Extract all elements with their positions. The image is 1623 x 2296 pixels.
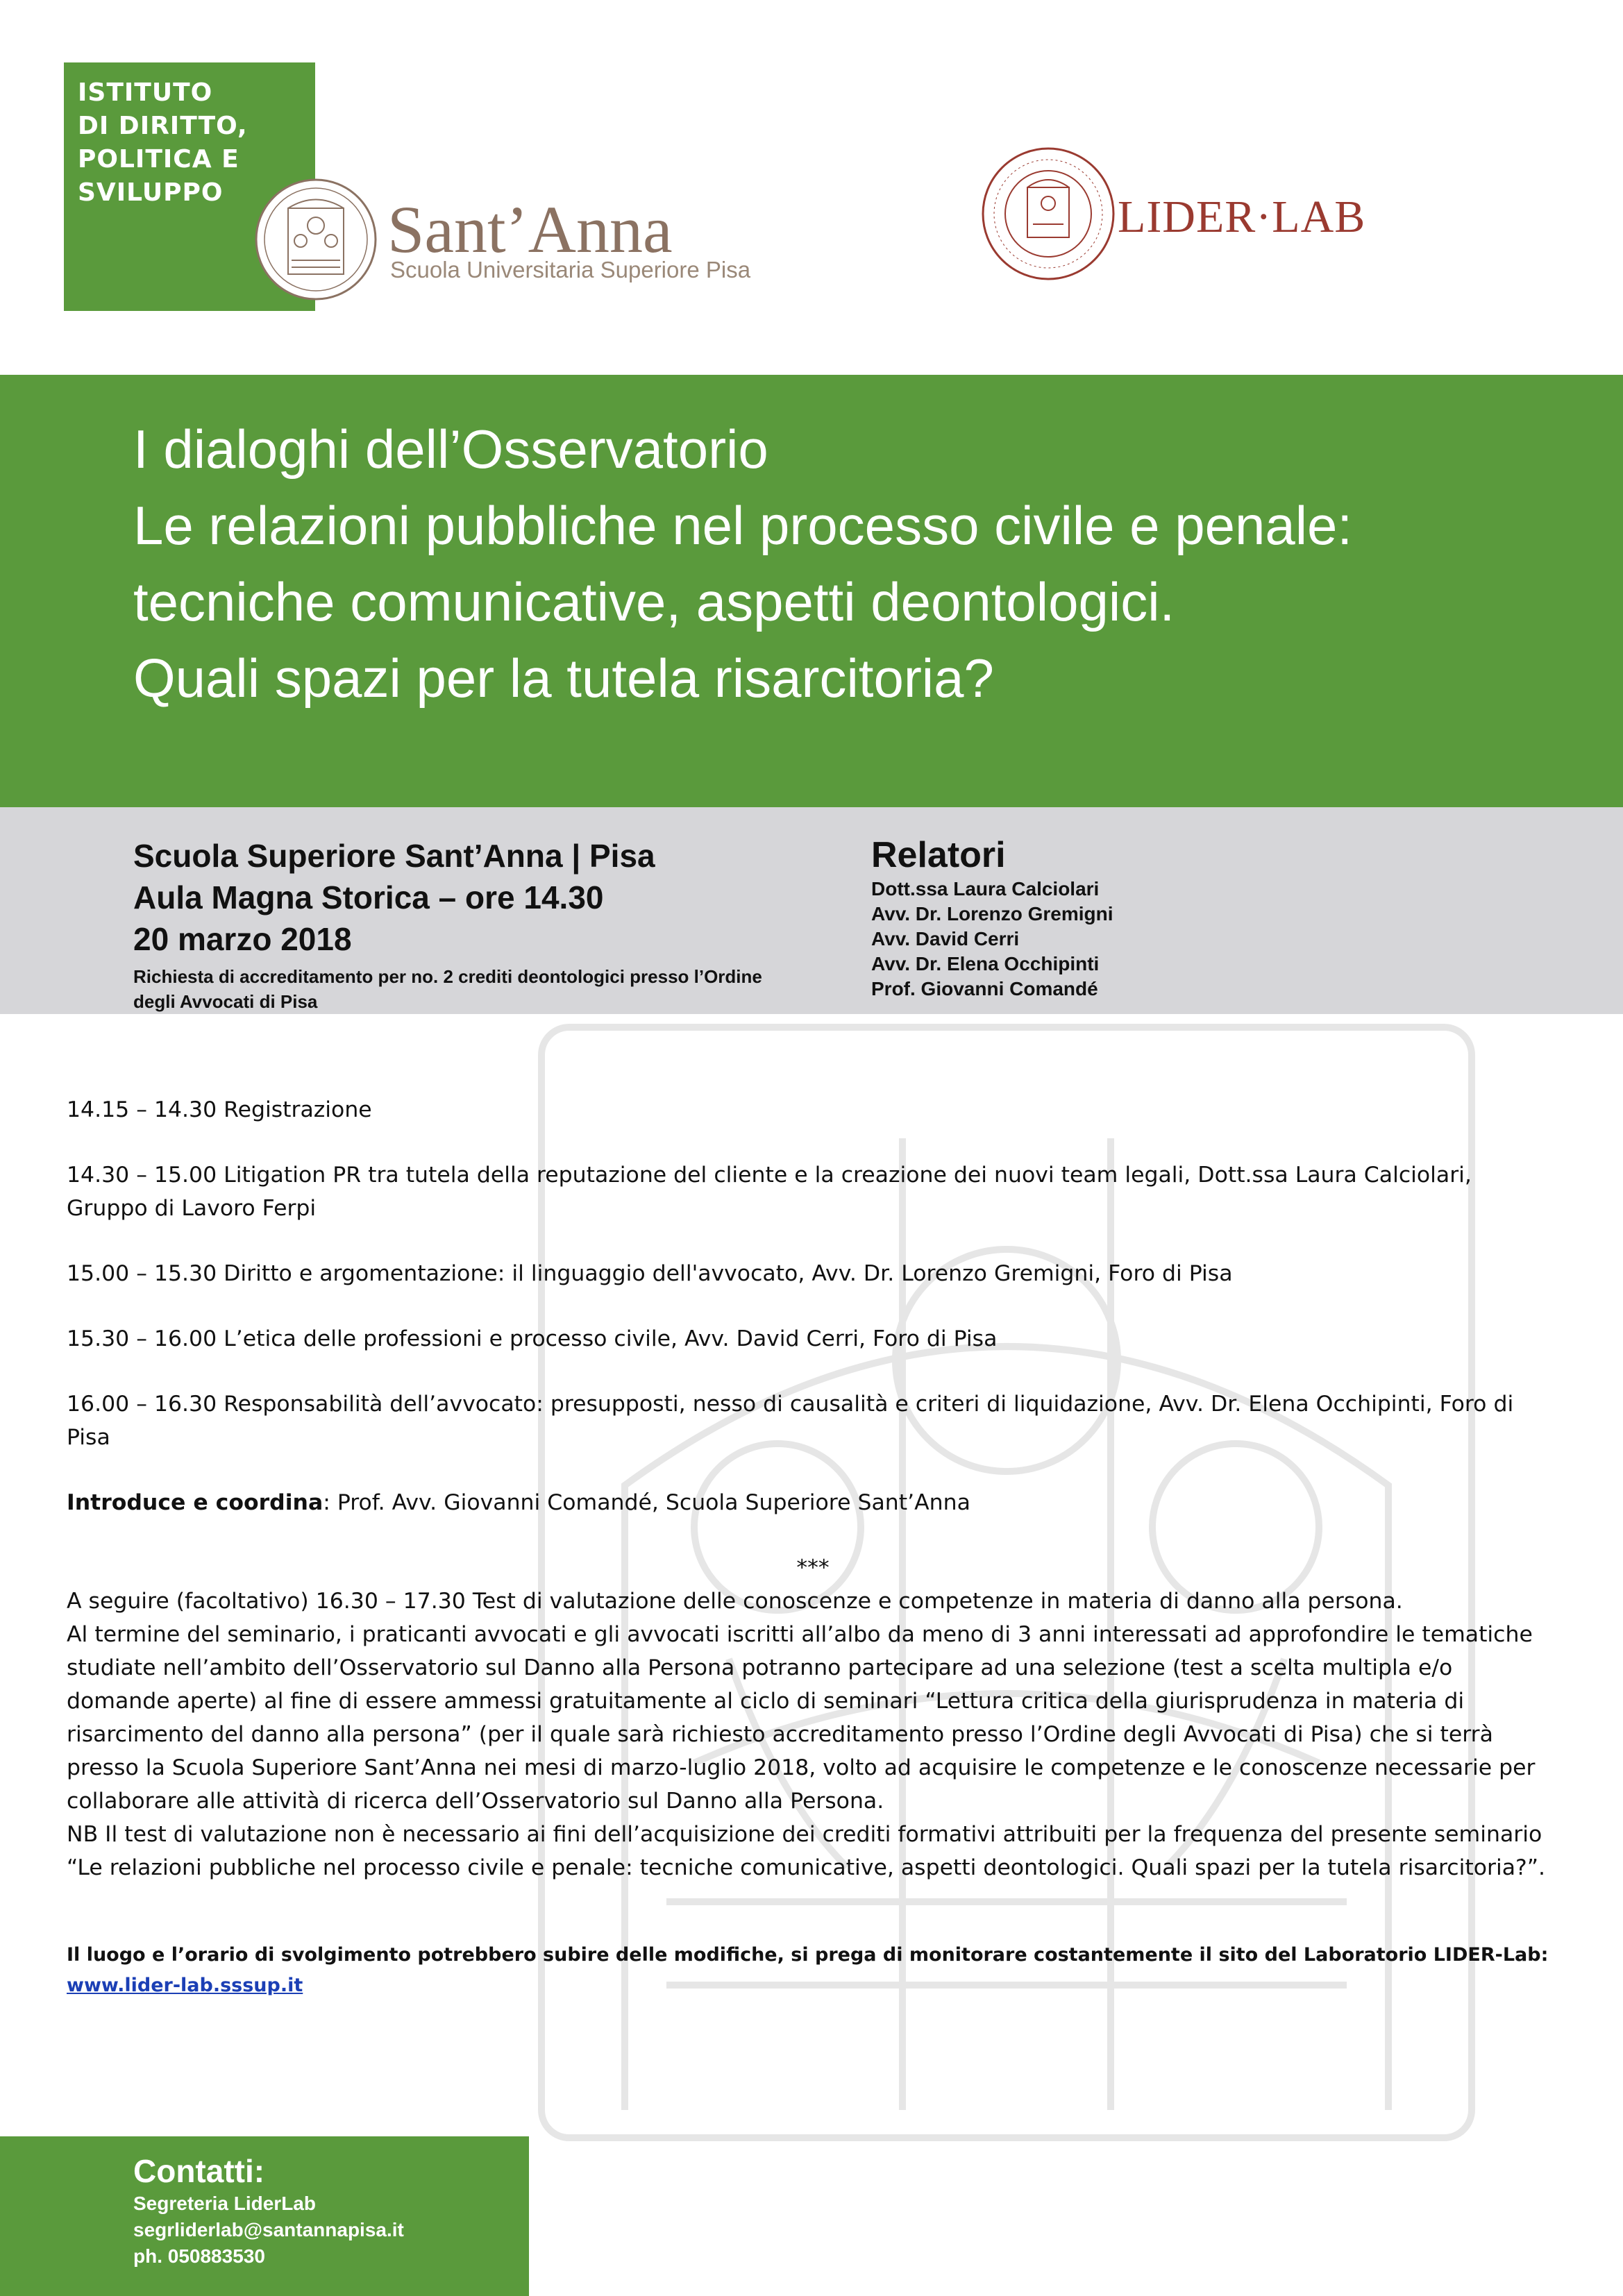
selection-text: Al termine del seminario, i praticanti avvocati e gli avvocati iscritti all’albo da meno di 3 anni interessati ad approfondire le tematiche studiate nell’ambito dell’Osservatorio sul Danno alla Persona potranno partecipare ad una selezione (test a scelta multipla e/o domande aperte) al fine di essere ammessi gratuitamente al ciclo di seminari “Lettura critica della giurisprudenza in materia di risarcimento del danno alla persona” (per il quale sarà richiesto accreditamento presso l’Ordine degli Avvocati di Pisa) che si terrà presso la Scuola Superiore Sant’Anna nei mesi di marzo-luglio 2018, volto ad acquisire le competenze e le conoscenze necessarie per collaborare alle attività di ricerca dell’Osservatorio sul Danno alla Persona. xyxy=(67,1622,1536,1814)
speaker-name: Avv. Dr. Lorenzo Gremigni xyxy=(871,903,1113,925)
title-line: tecniche comunicative, aspetti deontologici. xyxy=(133,571,1175,632)
title-line: Quali spazi per la tutela risarcitoria? xyxy=(133,648,994,709)
program-item: 15.00 – 15.30 Diritto e argomentazione: il linguaggio dell'avvocato, Avv. Dr. Lorenzo Gremigni, Foro di Pisa xyxy=(67,1261,1233,1286)
program-section xyxy=(67,1093,1559,1884)
program-item: 14.30 – 15.00 Litigation PR tra tutela della reputazione del cliente e la creazione dei nuovi team legali, Dott.ssa Laura Calciolari, Gruppo di Lavoro Ferpi xyxy=(67,1163,1472,1221)
additional-info xyxy=(67,1585,1559,1884)
speaker-name: Dott.ssa Laura Calciolari xyxy=(871,878,1100,900)
institute-logo-text xyxy=(78,76,248,210)
title-band xyxy=(0,375,1623,807)
program-item: 16.00 – 16.30 Responsabilità dell’avvocato: presupposti, nesso di causalità e criteri di liquidazione, Avv. Dr. Elena Occhipinti, Foro di Pisa xyxy=(67,1392,1514,1450)
event-details xyxy=(133,835,772,1014)
liderlab-seal-logo xyxy=(979,144,1118,283)
contact-phone: ph. 050883530 xyxy=(133,2245,265,2267)
intro-label: Introduce e coordina xyxy=(67,1490,323,1515)
santanna-seal-logo xyxy=(253,177,378,302)
nb-text: NB Il test di valutazione non è necessario ai fini dell’acquisizione dei crediti formativi attribuiti per la frequenza del presente seminario “Le relazioni pubbliche nel processo civile e penale: tecniche comunicative, aspetti deontologici. Quali spazi per la tutela risarcitoria?”. xyxy=(67,1822,1546,1880)
santanna-logo-subtitle: Scuola Universitaria Superiore Pisa xyxy=(390,257,751,282)
speakers-heading: Relatori xyxy=(871,835,1006,875)
event-date: 20 marzo 2018 xyxy=(133,921,352,957)
notice xyxy=(67,1940,1559,2001)
contacts-box xyxy=(0,2136,529,2296)
contacts-content xyxy=(133,2152,404,2270)
institute-line: POLITICA E xyxy=(78,145,239,174)
speaker-name: Avv. David Cerri xyxy=(871,928,1020,949)
contact-office: Segreteria LiderLab xyxy=(133,2193,316,2214)
institute-line: SVILUPPO xyxy=(78,178,224,207)
speakers-block xyxy=(871,834,1113,1002)
info-band xyxy=(0,807,1623,1014)
institute-line: ISTITUTO xyxy=(78,78,213,107)
notice-text: Il luogo e l’orario di svolgimento potrebbero subire delle modifiche, si prega di monitorare costantemente il sito del Laboratorio LIDER-Lab: xyxy=(67,1944,1549,1966)
contacts-heading: Contatti: xyxy=(133,2153,265,2189)
program-item: 15.30 – 16.00 L’etica delle professioni e processo civile, Avv. David Cerri, Foro di Pisa xyxy=(67,1326,998,1351)
program-intro xyxy=(67,1486,1559,1519)
institute-line: DI DIRITTO, xyxy=(78,112,248,140)
website-link[interactable]: www.lider-lab.sssup.it xyxy=(67,1975,303,1996)
separator: *** xyxy=(796,1555,830,1580)
followup-text: A seguire (facoltativo) 16.30 – 17.30 Test di valutazione delle conoscenze e competenze in materia di danno alla persona. xyxy=(67,1589,1403,1614)
title-line: I dialoghi dell’Osservatorio xyxy=(133,419,768,480)
speaker-name: Prof. Giovanni Comandé xyxy=(871,978,1098,999)
program-item: 14.15 – 14.30 Registrazione xyxy=(67,1097,372,1122)
speaker-name: Avv. Dr. Elena Occhipinti xyxy=(871,953,1100,974)
liderlab-logo-name: LIDER·LAB xyxy=(1118,192,1366,242)
accreditation-note: Richiesta di accreditamento per no. 2 crediti deontologici presso l’Ordine degli Avvocati di Pisa xyxy=(133,966,762,1012)
contact-email[interactable]: segrliderlab@santannapisa.it xyxy=(133,2219,404,2240)
santanna-logo-name: Sant’Anna xyxy=(387,192,673,267)
intro-text: : Prof. Avv. Giovanni Comandé, Scuola Superiore Sant’Anna xyxy=(323,1490,970,1515)
title-line: Le relazioni pubbliche nel processo civile e penale: xyxy=(133,495,1353,556)
room-time: Aula Magna Storica – ore 14.30 xyxy=(133,879,604,915)
venue: Scuola Superiore Sant’Anna | Pisa xyxy=(133,838,655,874)
event-title xyxy=(133,411,1352,716)
